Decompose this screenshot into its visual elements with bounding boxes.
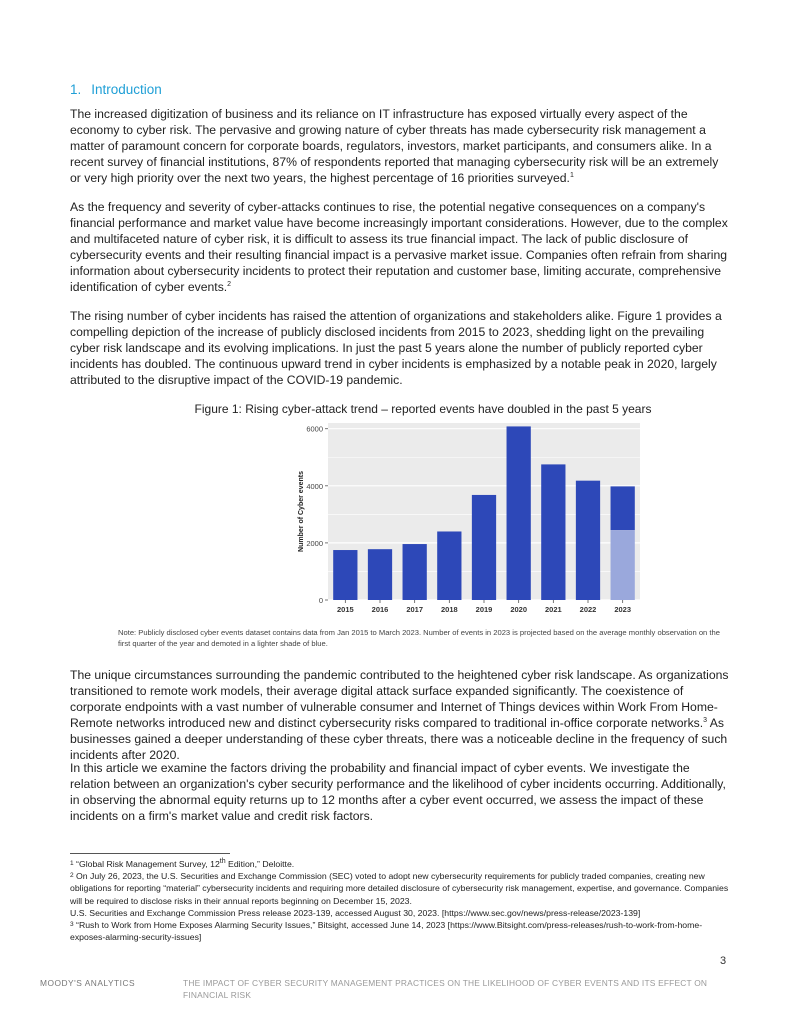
y-tick-label: 6000 (306, 424, 323, 434)
x-tick-label: 2021 (544, 605, 562, 614)
x-tick-label: 2017 (406, 605, 424, 614)
footer-title: THE IMPACT OF CYBER SECURITY MANAGEMENT PRACTICES ON THE LIKELIHOOD OF CYBER EVENTS AND ITS EFFECT ON FINANCIAL RISK (183, 978, 708, 1000)
bar-2023-projected (611, 486, 635, 530)
figure-note: Note: Publicly disclosed cyber events dataset contains data from Jan 2015 to March 2023. Number of events in 2023 is projected based on the average monthly observation on the first quarter of the year and demoted in a lighter shade of blue. (118, 628, 720, 648)
footnotes (70, 858, 735, 943)
cyber-events-bar-chart (225, 420, 650, 620)
figure-caption: Figure 1: Rising cyber-attack trend – reported events have doubled in the past 5 years (194, 402, 652, 416)
bar-2023-observed (611, 530, 635, 600)
footnote-ref-2[interactable]: 2 (227, 280, 232, 288)
footnote-1-sup: th (219, 858, 226, 866)
bar-2016 (368, 549, 392, 600)
x-tick-label: 2018 (440, 605, 458, 614)
paragraph-1-text: The increased digitization of business and its reliance on IT infrastructure has exposed virtually every aspect of the economy to cyber risk. The pervasive and growing nature of cyber threats has made cybersecurity risk management a matter of paramount concern for corporate boards, regulators, investors, market participants, and consumers alike. In a recent survey of financial institutions, 87% of respondents reported that managing cybersecurity risk will be an extremely or very high priority over the next two years, the highest percentage of 16 priorities surveyed. (70, 107, 719, 185)
footnote-divider (70, 853, 230, 854)
section-number: 1. (70, 82, 82, 97)
bar-2020 (507, 426, 531, 600)
page-number: 3 (720, 955, 727, 967)
footnote-1-tail: Edition,” Deloitte. (225, 859, 295, 869)
footnote-1-number: 1 (70, 860, 74, 867)
bar-2015 (333, 550, 357, 600)
x-tick-label: 2015 (336, 605, 354, 614)
footnote-2-number: 2 (70, 872, 74, 880)
y-tick-label: 4000 (306, 481, 323, 491)
x-tick-label: 2016 (371, 605, 389, 614)
footnote-1 (70, 858, 735, 870)
paragraph-4-text: The unique circumstances surrounding the pandemic contributed to the heightened cyber risk landscape. As organizations transitioned to remote work models, their average digital attack surface expanded significantly. The coexistence of corporate endpoints with a vast number of vulnerable consumer and Internet of Things devices within Work From Home-Remote networks introduced new and distinct cybersecurity risks compared to traditional in-office corporate networks. (70, 668, 729, 730)
paragraph-2-text: As the frequency and severity of cyber-attacks continues to rise, the potential negative consequences on a company's financial performance and market value have become increasingly important considerations. However, due to the complex and multifaceted nature of cyber risk, it is difficult to assess its true financial impact. The lack of public disclosure of cybersecurity events and their resulting financial impact is a pervasive market issue. Companies often refrain from sharing information about cybersecurity incidents to protect their reputation and customer base, limiting accurate, comprehensive identification of cyber events. (70, 200, 728, 294)
bar-2022 (576, 481, 600, 600)
bar-2018 (437, 531, 461, 600)
section-title: Introduction (91, 82, 162, 97)
paragraph-4 (70, 667, 730, 763)
x-tick-label: 2023 (614, 605, 632, 614)
footnote-2 (70, 870, 735, 907)
y-axis-label: Number of Cyber events (298, 471, 305, 552)
x-tick-label: 2022 (579, 605, 597, 614)
paragraph-5: In this article we examine the factors driving the probability and financial impact of cyber events. We investigate the relation between an organization's cyber security performance and the likelihood of cyber incidents occurring. Additionally, in observing the abnormal equity returns up to 12 months after a cyber event occurred, we assess the impact of these incidents on a firm's market value and credit risk factors. (70, 761, 726, 823)
y-tick-label: 2000 (306, 538, 323, 548)
footnote-2-text: On July 26, 2023, the U.S. Securities and Exchange Commission (SEC) voted to adopt new cybersecurity requirements for publicly traded companies, creating new obligations for reporting “material” cybersecurity incidents and requiring more detailed disclosure of cybersecurity risk management, expertise, and governance. Companies will be required to disclose risks in their annual reports beginning on December 15, 2023. (70, 871, 729, 906)
paragraph-4-tail: As businesses gained a deeper understanding of these cyber threats, there was a noticeable decline in the frequency of such incidents after 2020. (70, 716, 728, 762)
bar-2019 (472, 495, 496, 600)
x-tick-label: 2019 (475, 605, 493, 614)
paragraph-1 (70, 106, 730, 186)
footnote-3-text[interactable]: “Rush to Work from Home Exposes Alarming Security Issues,” Bitsight, accessed June 14, 2023 [https://www.Bitsight.com/press-releases/rush-to-work-from-home-exposes-alarming-security-issues] (70, 920, 703, 943)
bar-2017 (403, 544, 427, 600)
footnote-3 (70, 919, 735, 943)
footnote-ref-3[interactable]: 3 (703, 716, 708, 724)
bar-2021 (541, 464, 565, 600)
footer-brand: MOODY'S ANALYTICS (40, 978, 136, 988)
paragraph-3: The rising number of cyber incidents has raised the attention of organizations and stakeholders alike. Figure 1 provides a compelling depiction of the increase of publicly disclosed incidents from 2015 to 2023, shedding light on the prevailing cyber risk landscape and its evolving implications. In just the past 5 years alone the number of publicly reported cyber incidents has doubled. The continuous upward trend in cyber incidents is emphasized by a notable peak in 2020, largely attributed to the disruptive impact of the COVID-19 pandemic. (70, 309, 722, 387)
y-tick-label: 0 (318, 596, 323, 605)
footnote-2-source[interactable]: U.S. Securities and Exchange Commission Press release 2023-139, accessed August 30, 2023. [https://www.sec.gov/news/press-release/2023-139] (70, 907, 641, 918)
x-tick-label: 2020 (510, 605, 528, 614)
footnote-1-text: “Global Risk Management Survey, 12 (76, 859, 220, 869)
footnote-ref-1[interactable]: 1 (569, 171, 574, 179)
paragraph-2 (70, 199, 730, 295)
footnote-3-number: 3 (70, 921, 74, 929)
section-heading (70, 82, 162, 97)
